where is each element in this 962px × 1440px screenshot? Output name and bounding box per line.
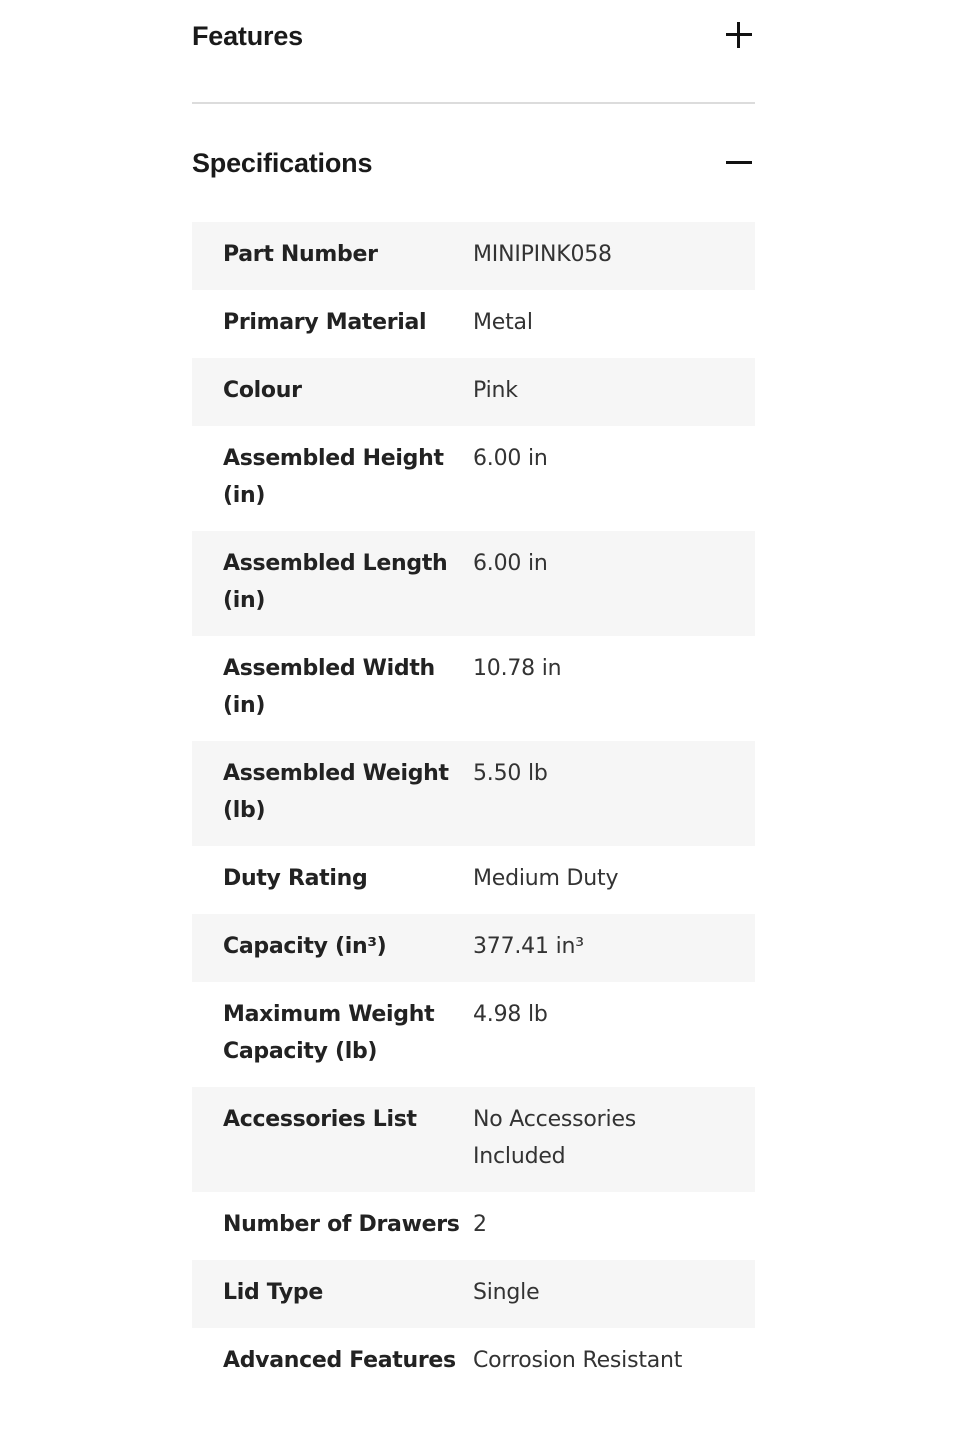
- table-row: [192, 222, 755, 290]
- spec-value: 2: [473, 1212, 487, 1237]
- spec-value: Metal: [473, 310, 533, 335]
- features-title: Features: [192, 21, 303, 51]
- table-row: [192, 636, 755, 741]
- spec-value: Pink: [473, 358, 755, 426]
- spec-label: Colour: [192, 358, 473, 426]
- table-row: [192, 1087, 755, 1192]
- table-row: [192, 358, 755, 426]
- spec-value: 5.50 lb: [473, 741, 755, 846]
- spec-value: 6.00 in: [473, 531, 755, 636]
- spec-label: Lid Type: [192, 1260, 473, 1328]
- table-row: [192, 982, 755, 1087]
- table-row: [192, 531, 755, 636]
- features-accordion-header[interactable]: [192, 0, 755, 104]
- spec-value: No Accessories Included: [473, 1087, 755, 1192]
- spec-label: Maximum Weight Capacity (lb): [223, 1002, 435, 1064]
- spec-value: 377.41 in³: [473, 914, 755, 982]
- spec-label: Assembled Width (in): [223, 656, 435, 718]
- specifications-table: [192, 222, 755, 1396]
- spec-value: MINIPINK058: [473, 222, 755, 290]
- spec-label: Number of Drawers: [223, 1212, 460, 1237]
- spec-label: Primary Material: [223, 310, 427, 335]
- table-row: [192, 426, 755, 531]
- spec-value: 6.00 in: [473, 446, 548, 471]
- specifications-accordion-header[interactable]: [192, 104, 755, 222]
- table-row: [192, 290, 755, 358]
- table-row: [192, 741, 755, 846]
- specifications-title: Specifications: [192, 148, 373, 178]
- product-details-accordion: [192, 0, 755, 1396]
- spec-value: 4.98 lb: [473, 1002, 548, 1027]
- spec-label: Assembled Weight (lb): [192, 741, 473, 846]
- spec-label: Part Number: [192, 222, 473, 290]
- table-row: [192, 1260, 755, 1328]
- table-row: [192, 1192, 755, 1260]
- spec-label: Duty Rating: [223, 866, 368, 891]
- minus-icon[interactable]: [723, 147, 755, 179]
- table-row: [192, 914, 755, 982]
- spec-label: Accessories List: [192, 1087, 473, 1192]
- plus-icon[interactable]: [723, 19, 755, 51]
- table-row: [192, 1328, 755, 1396]
- spec-value: 10.78 in: [473, 656, 562, 681]
- spec-value: Medium Duty: [473, 866, 619, 891]
- spec-label: Capacity (in³): [192, 914, 473, 982]
- spec-label: Advanced Features: [223, 1348, 456, 1373]
- spec-value: Single: [473, 1260, 755, 1328]
- table-row: [192, 846, 755, 914]
- spec-value: Corrosion Resistant: [473, 1348, 683, 1373]
- spec-label: Assembled Height (in): [223, 446, 444, 508]
- spec-label: Assembled Length (in): [192, 531, 473, 636]
